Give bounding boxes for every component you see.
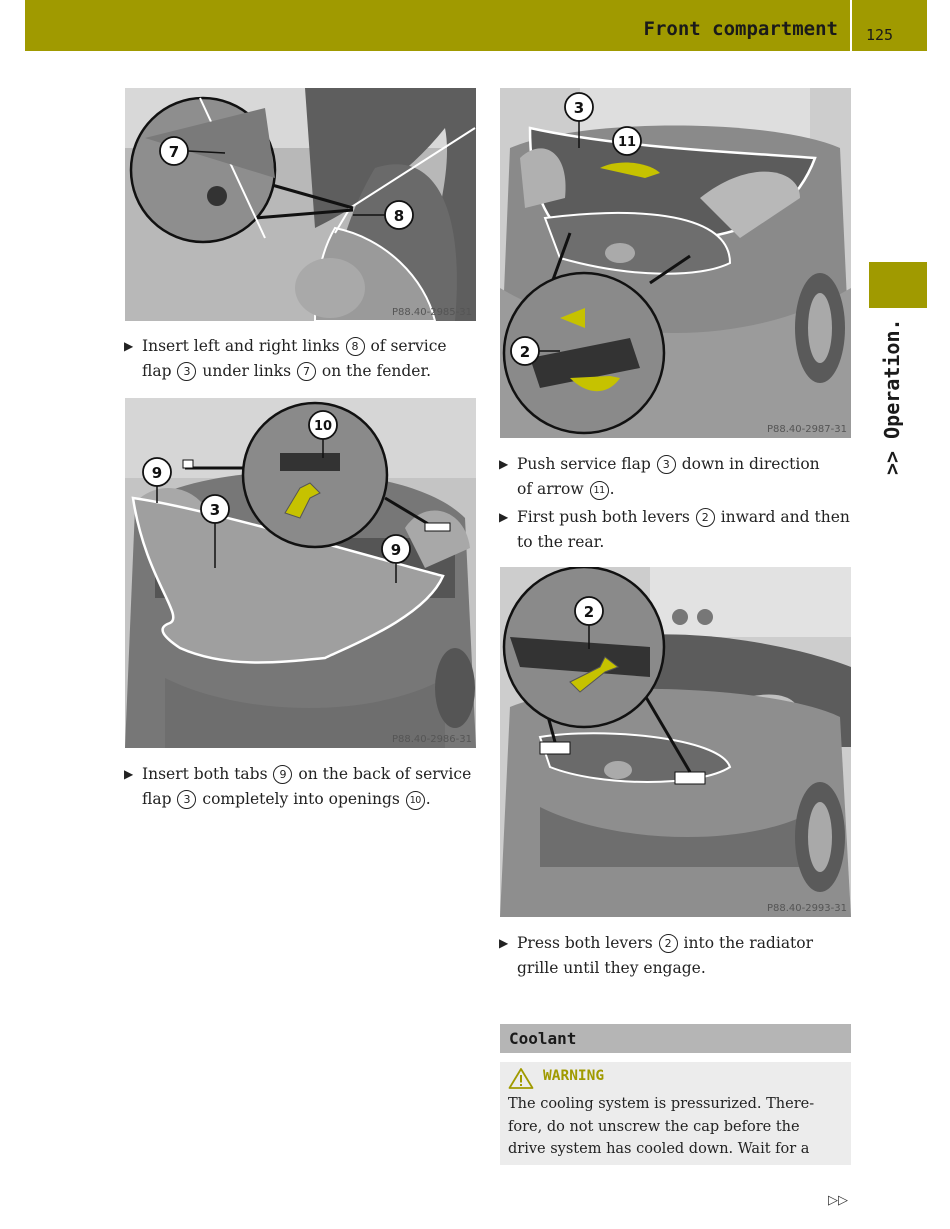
fender-links-illustration xyxy=(125,88,476,321)
callout-label: 3 xyxy=(209,501,221,519)
step-text: . xyxy=(609,480,615,498)
step-text: into the radiator xyxy=(683,934,814,952)
page-number: 125 xyxy=(866,26,894,44)
callout-label: 2 xyxy=(519,343,531,361)
reference-number: 2 xyxy=(659,934,678,953)
callout-label: 8 xyxy=(393,207,405,225)
step-text: flap xyxy=(142,362,172,380)
figure-push-service-flap xyxy=(500,88,851,438)
reference-number: 3 xyxy=(657,455,676,474)
section-heading-bar xyxy=(500,1024,851,1053)
step-text: flap xyxy=(142,790,172,808)
callout-label: 11 xyxy=(617,135,637,150)
callout-label: 9 xyxy=(390,541,402,559)
callout-label: 3 xyxy=(573,99,585,117)
step-text: of arrow xyxy=(517,480,584,498)
bullet-arrow-icon: ▶ xyxy=(124,767,134,781)
figure-service-flap-tabs xyxy=(125,398,476,748)
page-title: Front compartment xyxy=(643,18,838,40)
instruction-step xyxy=(499,505,857,555)
section-tab-label: >> Operation. xyxy=(880,318,904,475)
continued-marker-icon: ▷▷ xyxy=(828,1193,848,1208)
step-text: completely into openings xyxy=(202,790,400,808)
callout-label: 9 xyxy=(151,464,163,482)
instruction-step xyxy=(124,762,482,812)
bullet-arrow-icon: ▶ xyxy=(499,936,509,950)
instruction-step xyxy=(124,334,482,384)
warning-line: drive system has cooled down. Wait for a xyxy=(508,1141,810,1157)
reference-number: 3 xyxy=(177,790,196,809)
section-tab-marker xyxy=(869,262,927,308)
reference-number: 10 xyxy=(406,791,425,810)
step-text: on the back of service xyxy=(298,765,472,783)
warning-line: fore, do not unscrew the cap before the xyxy=(508,1118,800,1135)
step-text: inward and then xyxy=(720,508,850,526)
step-text: Insert both tabs xyxy=(142,765,268,783)
step-text: Insert left and right links xyxy=(142,337,340,355)
instruction-step xyxy=(499,931,857,981)
reference-number: 3 xyxy=(177,362,196,381)
step-text: Press both levers xyxy=(517,934,653,952)
step-text: to the rear. xyxy=(517,533,605,551)
warning-text xyxy=(508,1093,848,1161)
step-text: down in direction xyxy=(681,455,820,473)
reference-number: 2 xyxy=(696,508,715,527)
section-heading: Coolant xyxy=(509,1029,577,1048)
figure-fender-links xyxy=(125,88,476,321)
figure-press-levers xyxy=(500,567,851,917)
reference-number: 7 xyxy=(297,362,316,381)
step-text: . xyxy=(425,790,431,808)
service-flap-tabs-illustration xyxy=(125,398,476,748)
step-text: under links xyxy=(202,362,292,380)
warning-triangle-icon xyxy=(508,1067,534,1090)
warning-line: The cooling system is pressurized. There- xyxy=(508,1096,815,1112)
figure-code: P88.40-2993-31 xyxy=(766,903,847,914)
figure-code: P88.40-2985-31 xyxy=(391,307,472,318)
press-levers-illustration xyxy=(500,567,851,917)
step-text: on the fender. xyxy=(321,362,432,380)
reference-number: 8 xyxy=(346,337,365,356)
warning-box xyxy=(500,1062,851,1165)
figure-code: P88.40-2986-31 xyxy=(391,734,472,745)
step-text: First push both levers xyxy=(517,508,690,526)
step-text: Push service flap xyxy=(517,455,651,473)
callout-label: 2 xyxy=(583,603,595,621)
step-text: of service xyxy=(370,337,447,355)
step-text: grille until they engage. xyxy=(517,959,706,977)
warning-label: WARNING xyxy=(543,1068,605,1084)
reference-number: 9 xyxy=(273,765,292,784)
figure-code: P88.40-2987-31 xyxy=(766,424,847,435)
header-divider xyxy=(850,0,852,51)
bullet-arrow-icon: ▶ xyxy=(499,457,509,471)
callout-label: 7 xyxy=(168,143,180,161)
instruction-step xyxy=(499,452,857,502)
push-service-flap-illustration xyxy=(500,88,851,438)
reference-number: 11 xyxy=(590,481,609,500)
bullet-arrow-icon: ▶ xyxy=(124,339,134,353)
callout-label: 10 xyxy=(313,419,333,434)
bullet-arrow-icon: ▶ xyxy=(499,510,509,524)
